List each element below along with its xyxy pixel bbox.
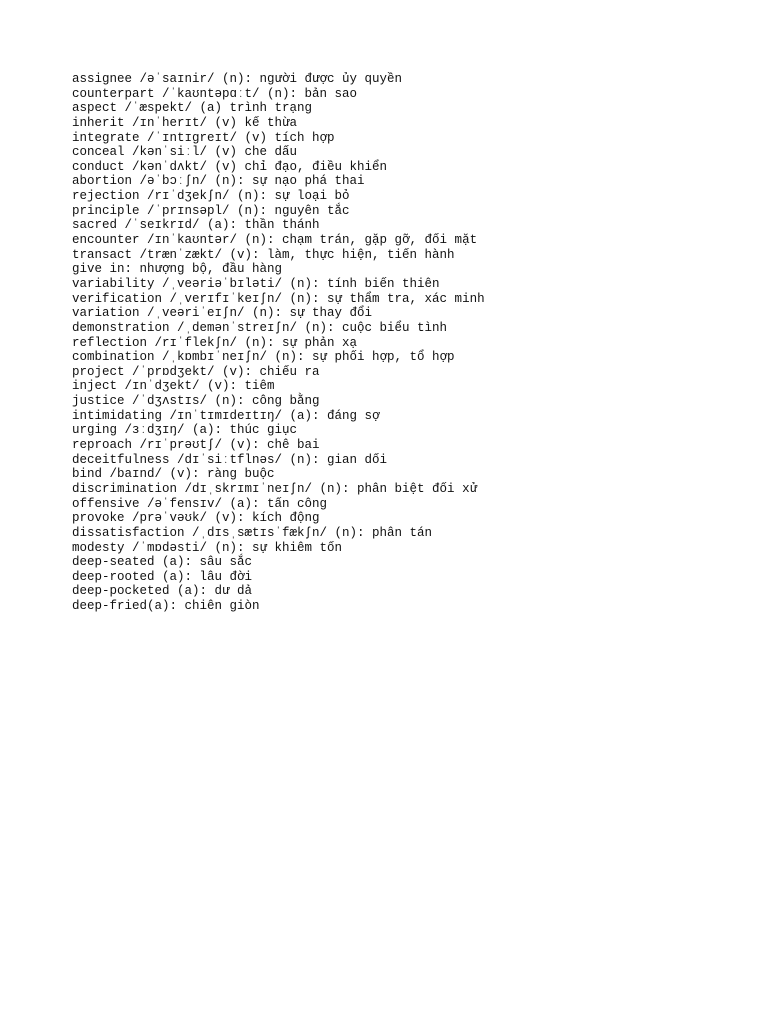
vocab-entry: combination /ˌkɒmbɪˈneɪʃn/ (n): sự phối hợp, tổ hợp [72, 350, 455, 365]
vocab-entry: deep-rooted (a): lâu đời [72, 569, 253, 584]
vocab-entry: counterpart /ˈkaʊntəpɑːt/ (n): bản sao [72, 86, 358, 101]
vocab-entry: sacred /ˈseɪkrɪd/ (a): thần thánh [72, 218, 320, 233]
vocab-entry: verification /ˌverɪfɪˈkeɪʃn/ (n): sự thẩm tra, xác minh [72, 291, 485, 306]
vocab-entry: assignee /əˈsaɪnir/ (n): người được ủy quyền [72, 72, 403, 86]
vocab-entry: deep-pocketed (a): dư dả [72, 584, 253, 599]
vocab-entry: reproach /rɪˈprəʊtʃ/ (v): chê bai [72, 438, 320, 453]
vocab-entry: transact /trænˈzækt/ (v): làm, thực hiện, tiến hành [72, 247, 455, 262]
vocab-entry: project /ˈprɒdʒekt/ (v): chiếu ra [72, 364, 320, 379]
vocab-entry: justice /ˈdʒʌstɪs/ (n): công bằng [72, 394, 320, 409]
vocab-entry: provoke /prəˈvəʊk/ (v): kích động [72, 511, 320, 526]
vocab-entry: inherit /ɪnˈherɪt/ (v) kế thừa [72, 115, 298, 130]
vocab-entry: give in: nhượng bộ, đầu hàng [72, 262, 283, 277]
vocab-entry: deep-fried(a): chiên giòn [72, 599, 260, 614]
vocab-entry: variation /ˌveəriˈeɪʃn/ (n): sự thay đổi [72, 306, 373, 321]
vocab-entry: discrimination /dɪˌskrɪmɪˈneɪʃn/ (n): phân biệt đối xử [72, 481, 478, 496]
vocab-entry: integrate /ˈɪntɪɡreɪt/ (v) tích hợp [72, 130, 335, 145]
vocab-entry: variability /ˌveəriəˈbɪləti/ (n): tính biến thiên [72, 276, 440, 291]
vocab-entry: intimidating /ɪnˈtɪmɪdeɪtɪŋ/ (a): đáng sợ [72, 408, 380, 423]
vocab-entry: abortion /əˈbɔːʃn/ (n): sự nạo phá thai [72, 174, 365, 189]
vocab-entry: encounter /ɪnˈkaʊntər/ (n): chạm trán, gặp gỡ, đối mặt [72, 233, 478, 248]
vocab-entry: dissatisfaction /ˌdɪsˌsætɪsˈfækʃn/ (n): phân tán [72, 525, 433, 540]
vocab-entry: bind /baɪnd/ (v): ràng buộc [72, 467, 275, 482]
vocab-entry: aspect /ˈæspekt/ (a) trình trạng [72, 101, 313, 116]
vocab-entry: reflection /rɪˈflekʃn/ (n): sự phản xạ [72, 335, 358, 350]
vocab-entry: offensive /əˈfensɪv/ (a): tấn công [72, 496, 328, 511]
vocab-entry: conduct /kənˈdʌkt/ (v) chỉ đạo, điều khiển [72, 159, 388, 174]
vocab-entry: urging /ɜːdʒɪŋ/ (a): thúc giục [72, 423, 298, 438]
vocab-entry: rejection /rɪˈdʒekʃn/ (n): sự loại bỏ [72, 189, 350, 204]
vocab-entry: inject /ɪnˈdʒekt/ (v): tiêm [72, 379, 275, 394]
vocab-entry: conceal /kənˈsiːl/ (v) che dấu [72, 145, 298, 160]
vocab-entry: principle /ˈprɪnsəpl/ (n): nguyên tắc [72, 203, 350, 218]
vocab-entry: demonstration /ˌdemənˈstreɪʃn/ (n): cuộc biểu tình [72, 320, 448, 335]
vocabulary-list [72, 72, 485, 614]
vocab-entry: deep-seated (a): sâu sắc [72, 555, 253, 570]
vocab-entry: deceitfulness /dɪˈsiːtflnəs/ (n): gian dối [72, 452, 388, 467]
vocab-entry: modesty /ˈmɒdəsti/ (n): sự khiêm tốn [72, 540, 343, 555]
